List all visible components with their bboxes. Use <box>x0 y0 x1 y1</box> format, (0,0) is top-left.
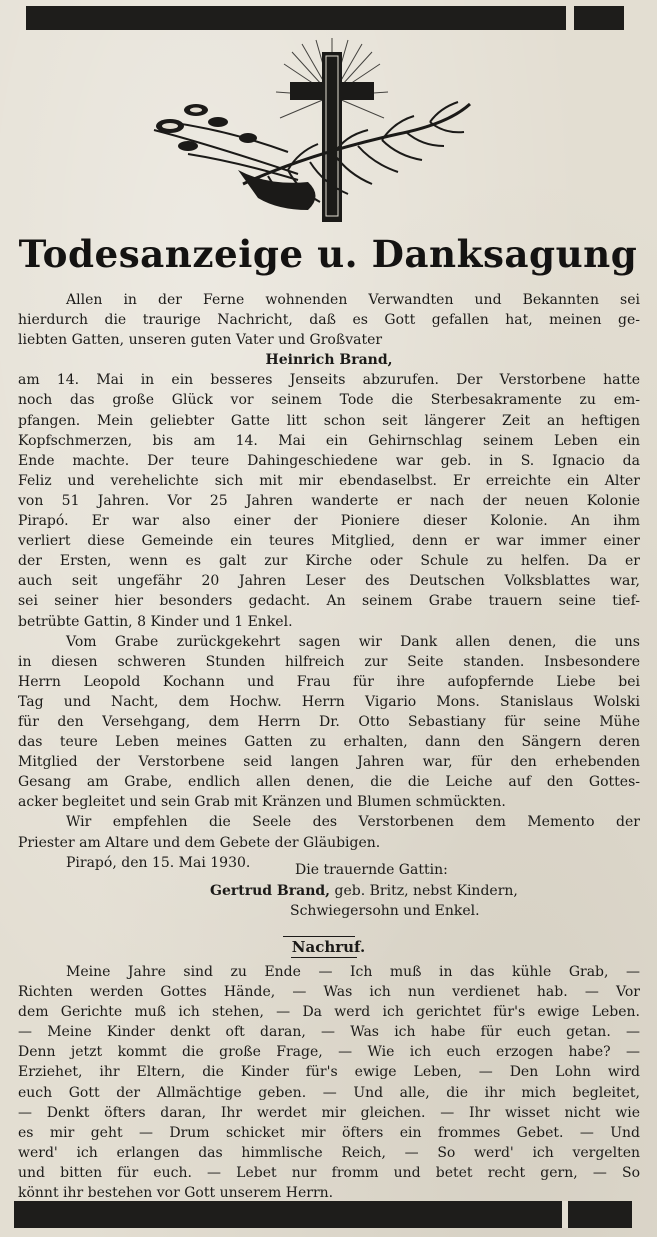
cross-palm-lily-icon <box>148 34 478 224</box>
text-line: das teure Leben meines Gatten zu erhalten, dann den Sängern deren <box>18 734 640 751</box>
poem-line: euch Gott der Allmächtige geben. — Und alle, die ihr mich begleitet, <box>18 1084 640 1101</box>
text-line: pfangen. Mein geliebter Gatte litt schon seit längerer Zeit an heftigen <box>18 412 640 429</box>
text-line: Feliz und verehelichte sich mit mir ebendaselbst. Er erreichte ein Alter <box>18 472 640 489</box>
text-line: liebten Gatten, unseren guten Vater und Großvater <box>18 332 383 349</box>
text-line: von 51 Jahren. Vor 25 Jahren wanderte er nach der neuen Kolonie <box>18 492 640 509</box>
text-line: der Ersten, wenn es galt zur Kirche oder Schule zu helfen. Da er <box>18 553 640 570</box>
text-line: Wir empfehlen die Seele des Verstorbenen dem Memento der <box>66 814 640 831</box>
text-line: betrübte Gattin, 8 Kinder und 1 Enkel. <box>18 613 293 630</box>
text-line: Vom Grabe zurückgekehrt sagen wir Dank allen denen, die uns <box>66 633 640 650</box>
text-line: hierdurch die traurige Nachricht, daß es Gott gefallen hat, meinen ge- <box>18 312 640 329</box>
text-line: Mitglied der Verstorbene seid langen Jahren war, für den erhebenden <box>18 754 640 771</box>
text-line: am 14. Mai in ein besseres Jenseits abzurufen. Der Verstorbene hatte <box>18 372 640 389</box>
poem-line: dem Gerichte muß ich stehen, — Da werd ich gerichtet für's ewige Leben. <box>18 1004 640 1021</box>
signature-name: Gertrud Brand, <box>210 883 331 899</box>
section-divider <box>283 936 355 937</box>
text-line: Tag und Nacht, dem Hochw. Herrn Vigario Mons. Stanislaus Wolski <box>18 693 640 710</box>
deceased-name: Heinrich Brand, <box>265 352 393 369</box>
poem-line: es mir geht — Drum schicket mir öfters ein frommes Gebet. — Und <box>18 1124 640 1141</box>
nachruf-heading: Nachruf. <box>291 938 366 956</box>
bottom-border-rule <box>14 1201 632 1228</box>
text-line: auch seit ungefähr 20 Jahren Leser des Deutschen Volksblattes war, <box>18 573 640 590</box>
poem-line: Meine Jahre sind zu Ende — Ich muß in das kühle Grab, — <box>66 964 640 980</box>
text-line: Gesang am Grabe, endlich allen denen, die die Leiche auf den Gottes- <box>18 774 640 791</box>
text-line: verliert diese Gemeinde ein teures Mitglied, denn er war immer einer <box>18 533 640 550</box>
text-line: Ende machte. Der teure Dahingeschiedene war geb. in S. Ignacio da <box>18 452 640 469</box>
nachruf-poem <box>18 962 640 1203</box>
page-title: Todesanzeige u. Danksagung <box>18 232 638 276</box>
text-line: in diesen schweren Stunden hilfreich zur Seite standen. Insbesondere <box>18 653 640 670</box>
poem-line: könnt ihr bestehen vor Gott unserem Herrn. <box>18 1185 334 1202</box>
poem-line: — Denkt öfters daran, Ihr werdet mir gleichen. — Ihr wisset nicht wie <box>18 1104 640 1121</box>
poem-line: — Meine Kinder denkt oft daran, — Was ich habe für euch getan. — <box>18 1024 640 1041</box>
text-line: Kopfschmerzen, bis am 14. Mai ein Gehirnschlag seinem Leben ein <box>18 432 640 449</box>
text-line: sei seiner hier besonders gedacht. An seinem Grabe trauern seine tief- <box>18 593 640 610</box>
text-line: Herrn Leopold Kochann und Frau für ihre aufopfernde Liebe bei <box>18 673 640 690</box>
signature-title: Die trauernde Gattin: <box>295 862 448 878</box>
poem-line: werd' ich erlangen das himmlische Reich, — So werd' ich vergelten <box>18 1144 640 1161</box>
text-line: Priester am Altare und dem Gebete der Gläubigen. <box>18 834 381 851</box>
place-date: Pirapó, den 15. Mai 1930. <box>66 854 251 871</box>
text-line: Pirapó. Er war also einer der Pioniere dieser Kolonie. An ihm <box>18 513 640 530</box>
text-line: Allen in der Ferne wohnenden Verwandten und Bekannten sei <box>66 292 640 308</box>
signature-line <box>210 883 518 899</box>
signature-line-2: Schwiegersohn und Enkel. <box>290 903 480 919</box>
top-border-rule <box>26 6 624 30</box>
text-line: für den Versehgang, dem Herrn Dr. Otto Sebastiany für seine Mühe <box>18 713 640 730</box>
poem-line: Richten werden Gottes Hände, — Was ich nun verdienet hab. — Vor <box>18 984 640 1001</box>
text-line: noch das große Glück vor seinem Tode die Sterbesakramente zu em- <box>18 392 640 409</box>
poem-line: Erziehet, ihr Eltern, die Kinder für's ewige Leben, — Den Lohn wird <box>18 1064 640 1081</box>
nachruf-underline <box>291 957 357 958</box>
poem-line: und bitten für euch. — Lebet nur fromm und betet recht gern, — So <box>18 1164 640 1181</box>
signature-rest: geb. Britz, nebst Kindern, <box>334 883 518 899</box>
poem-line: Denn jetzt kommt die große Frage, — Wie ich euch erzogen habe? — <box>18 1044 640 1061</box>
obituary-text <box>18 290 640 873</box>
text-line: acker begleitet und sein Grab mit Kränzen und Blumen schmückten. <box>18 794 506 811</box>
